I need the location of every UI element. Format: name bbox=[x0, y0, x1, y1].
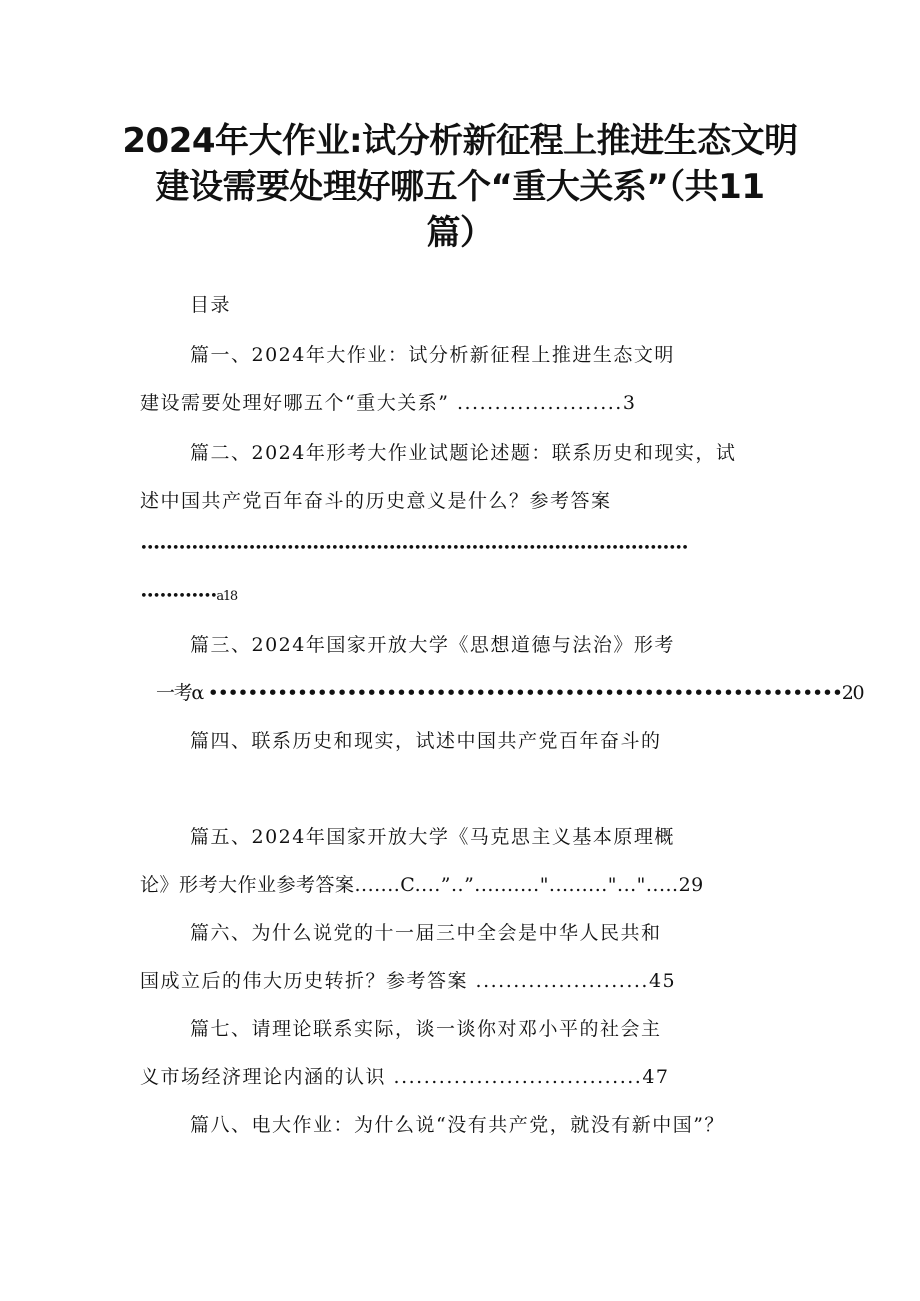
document-title bbox=[0, 118, 920, 256]
toc-entry-2-line-1[interactable]: 篇二、2024年形考大作业试题论述题：联系历史和现实，试 bbox=[190, 442, 737, 464]
toc-entry-5-line-2[interactable]: 论》形考大作业参考答案.......C....”..”.........."........."...".....29 bbox=[140, 874, 704, 896]
toc-entry-3-line-2[interactable]: 一考α ••••••••••••••••••••••••••••••••••••••••••••••••••••••••••••••••20 bbox=[156, 682, 864, 704]
toc-entry-2-line-3[interactable]: •••••••••••••••••••••••••••••••••••••••••••••••••••••••••••••••••••••••••••••••••••••• bbox=[140, 541, 688, 556]
title-line-3: 篇） bbox=[426, 213, 494, 253]
toc-entry-6-line-1[interactable]: 篇六、为什么说党的十一届三中全会是中华人民共和 bbox=[190, 922, 662, 944]
toc-entry-1-line-2[interactable]: 建设需要处理好哪五个“重大关系” ......................3 bbox=[140, 392, 637, 414]
toc-heading: 目录 bbox=[190, 294, 232, 316]
title-line-1: 2024年大作业:试分析新征程上推进生态文明 bbox=[122, 121, 798, 161]
toc-entry-6-line-2[interactable]: 国成立后的伟大历史转折？参考答案 .......................45 bbox=[140, 970, 677, 992]
toc-entry-5-line-1[interactable]: 篇五、2024年国家开放大学《马克思主义基本原理概 bbox=[190, 826, 675, 848]
toc-entry-7-line-2[interactable]: 义市场经济理论内涵的认识 .................................47 bbox=[140, 1066, 670, 1088]
title-line-2: 建设需要处理好哪五个“重大关系”（共11 bbox=[155, 167, 765, 207]
toc-entry-2-line-4[interactable]: ••••••••••••a18 bbox=[140, 589, 237, 604]
toc-entry-8-line-1[interactable]: 篇八、电大作业：为什么说“没有共产党，就没有新中国”？ bbox=[190, 1114, 725, 1136]
toc-entry-3-line-1[interactable]: 篇三、2024年国家开放大学《思想道德与法治》形考 bbox=[190, 634, 675, 656]
toc-entry-2-line-2[interactable]: 述中国共产党百年奋斗的历史意义是什么？参考答案 bbox=[140, 490, 612, 512]
toc-entry-7-line-1[interactable]: 篇七、请理论联系实际，谈一谈你对邓小平的社会主 bbox=[190, 1018, 662, 1040]
toc-entry-1-line-1[interactable]: 篇一、2024年大作业：试分析新征程上推进生态文明 bbox=[190, 344, 675, 366]
toc-entry-4-line-1[interactable]: 篇四、联系历史和现实，试述中国共产党百年奋斗的 bbox=[190, 730, 662, 752]
